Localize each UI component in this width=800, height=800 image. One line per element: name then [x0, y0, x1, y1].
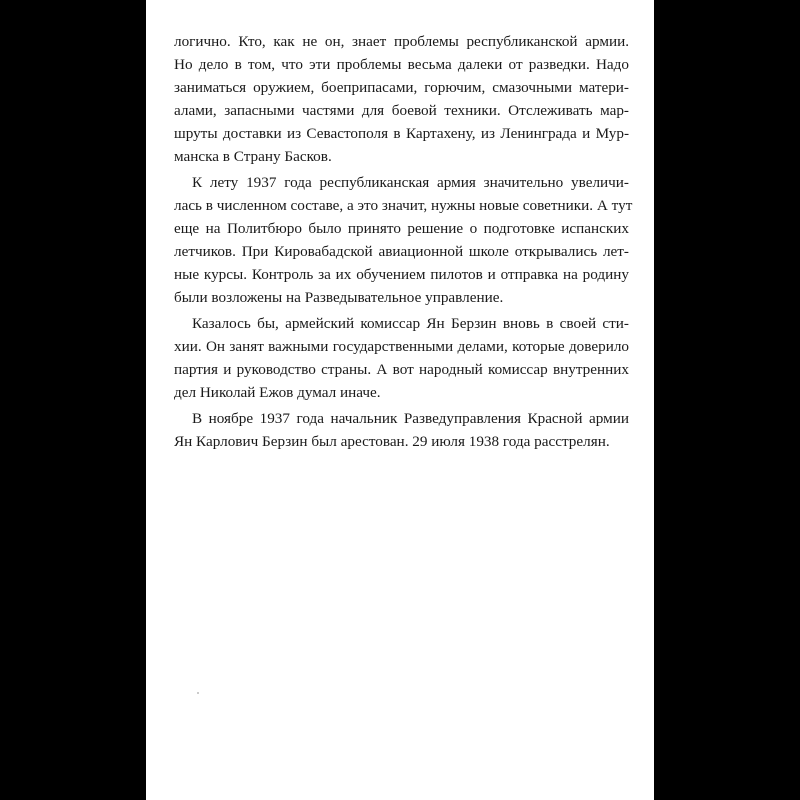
text-line: алами, запасными частями для боевой техники. Отслеживать мар-: [174, 102, 629, 119]
text-line: Казалось бы, армейский комиссар Ян Берзин вновь в своей сти-: [192, 315, 629, 332]
paragraph-1: [174, 30, 629, 168]
text-line: дел Николай Ежов думал иначе.: [174, 384, 381, 401]
text-line: шруты доставки из Севастополя в Картахену, из Ленинграда и Мур-: [174, 125, 629, 142]
text-line: манска в Страну Басков.: [174, 148, 332, 165]
text-line: хии. Он занят важными государственными делами, которые доверило: [174, 338, 629, 355]
paragraph-4: [174, 407, 629, 453]
text-line: Ян Карлович Берзин был арестован. 29 июля 1938 года расстрелян.: [174, 433, 610, 450]
text-line: К лету 1937 года республиканская армия значительно увеличи-: [192, 174, 629, 191]
text-line: ные курсы. Контроль за их обучением пилотов и отправка на родину: [174, 266, 629, 283]
text-line: еще на Политбюро было принято решение о подготовке испанских: [174, 220, 629, 237]
text-line: В ноябре 1937 года начальник Разведуправления Красной армии: [192, 410, 629, 427]
paragraph-2: [174, 171, 633, 309]
paragraph-3: [174, 312, 629, 404]
text-line: летчиков. При Кировабадской авиационной школе открывались лет-: [174, 243, 629, 260]
text-line: заниматься оружием, боеприпасами, горючим, смазочными матери-: [174, 79, 629, 96]
text-line: лась в численном составе, а это значит, нужны новые советники. А тут: [174, 197, 633, 214]
text-line: Но дело в том, что эти проблемы весьма далеки от разведки. Надо: [174, 56, 629, 73]
scan-speck: [197, 692, 199, 694]
page-text: [174, 30, 633, 453]
book-page: [146, 0, 654, 800]
text-line: партия и руководство страны. А вот народный комиссар внутренних: [174, 361, 629, 378]
text-line: были возложены на Разведывательное управление.: [174, 289, 504, 306]
text-line: логично. Кто, как не он, знает проблемы республиканской армии.: [174, 33, 629, 50]
